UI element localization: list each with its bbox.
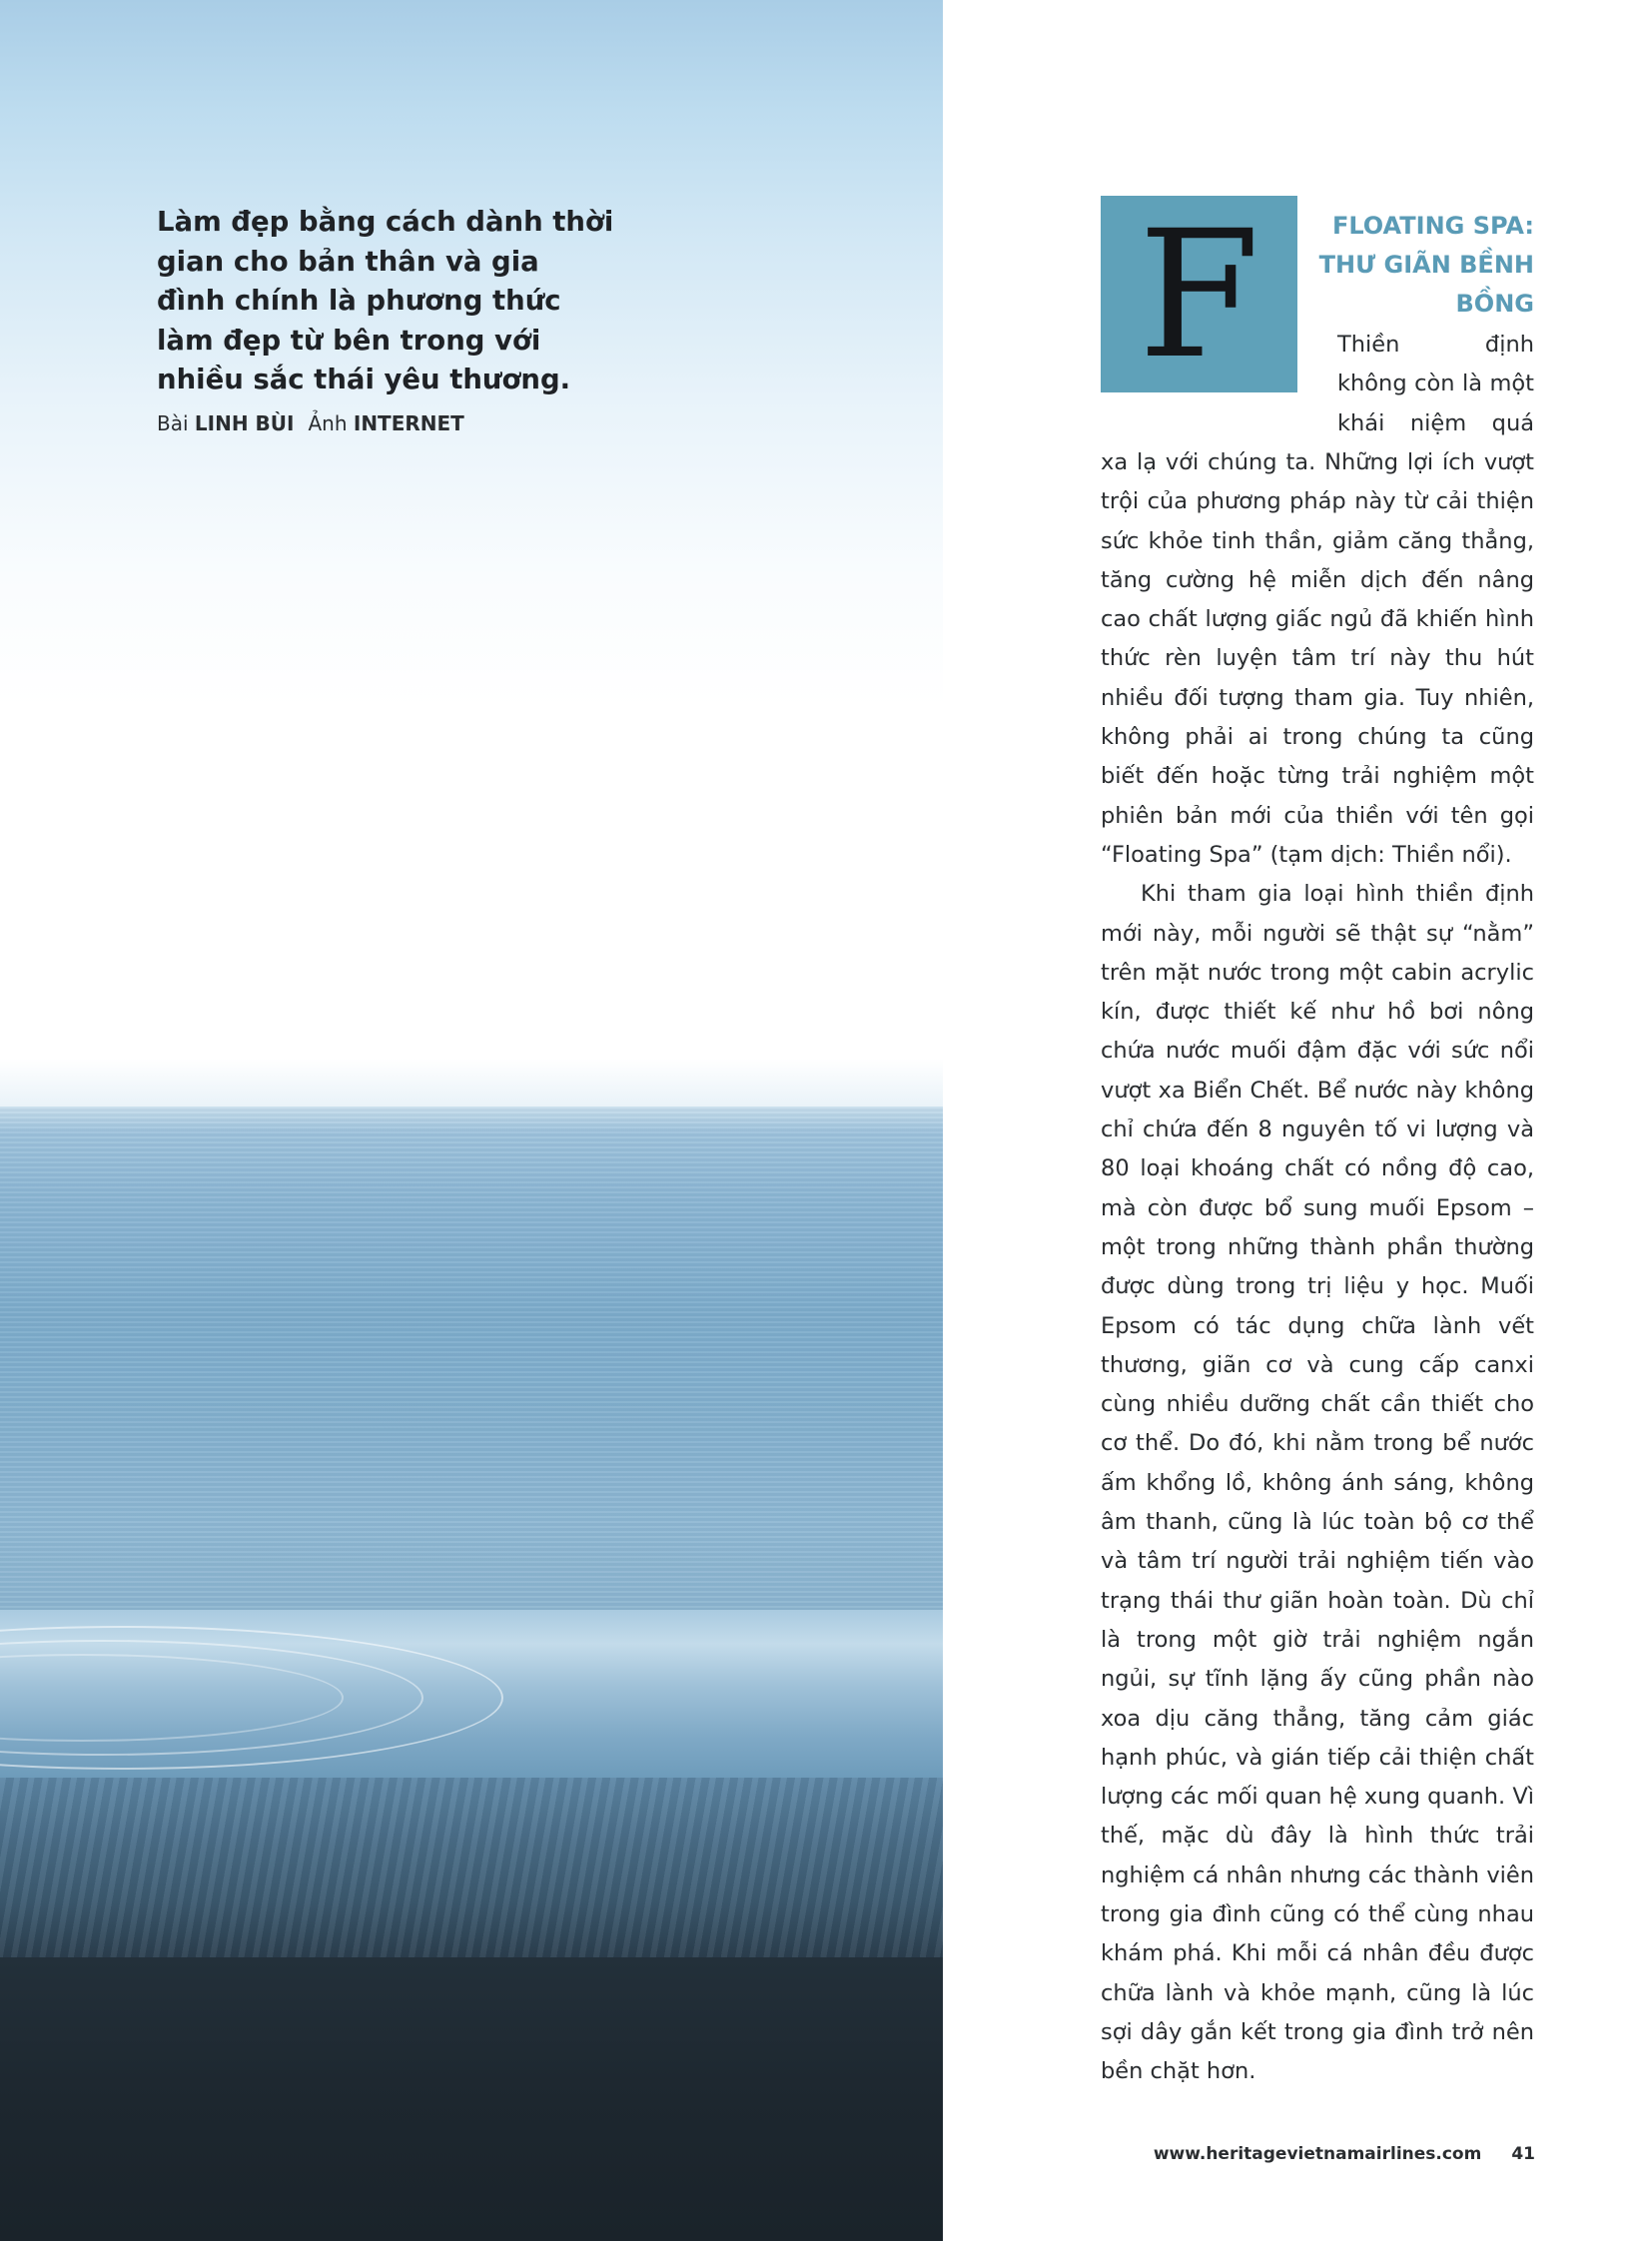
intro-quote: Làm đẹp bằng cách dành thời gian cho bản thân và gia đình chính là phương thức làm đẹp từ bên trong với nhiều sắc thái yêu thương. [157,206,614,395]
article-lead-lines [1337,326,1534,443]
page-number: 41 [1511,2144,1535,2164]
byline-author-prefix: Bài [157,411,189,435]
photo-pool-base [0,1957,943,2241]
drop-cap [1101,196,1297,392]
photo-pool-edge-texture [0,1778,943,1957]
article-headline: FLOATING SPA: THƯ GIÃN BỀNH BỒNG [1318,212,1534,318]
byline-photo-prefix: Ảnh [308,411,348,435]
photo-sea-texture [0,1107,943,1626]
byline-photo-credit: INTERNET [353,411,464,435]
lead-line: không còn là một [1337,371,1534,397]
drop-cap-letter: F [1138,196,1260,392]
lead-line: khái niệm quá [1337,409,1534,436]
byline [157,409,464,437]
body-paragraph: xa lạ với chúng ta. Những lợi ích vượt trội của phương pháp này từ cải thiện sức khỏe tinh thần, giảm căng thẳng, tăng cường hệ miễn dịch đến nâng cao chất lượng giấc ngủ đã khiến hình thức rèn luyện tâm trí này thu hút nhiều đối tượng tham gia. Tuy nhiên, không phải ai trong chúng ta cũng biết đến hoặc từng trải nghiệm một phiên bản mới của thiền với tên gọi “Floating Spa” (tạm dịch: Thiền nổi). [1101,449,1534,868]
photo-sky [0,0,943,1107]
article-body [1101,443,1534,2091]
byline-author: LINH BÙI [194,411,295,435]
footer-website: www.heritagevietnamairlines.com [1153,2144,1482,2164]
lead-line: Thiền định [1337,332,1534,358]
body-paragraph: Khi tham gia loại hình thiền định mới này, mỗi người sẽ thật sự “nằm” trên mặt nước trong một cabin acrylic kín, được thiết kế như hồ bơi nông chứa nước muối đậm đặc với sức nổi vượt xa Biển Chết. Bể nước này không chỉ chứa đến 8 nguyên tố vi lượng và 80 loại khoáng chất có nồng độ cao, mà còn được bổ sung muối Epsom – một trong những thành phần thường được dùng trong trị liệu y học. Muối Epsom có tác dụng chữa lành vết thương, giãn cơ và cung cấp canxi cùng nhiều dưỡng chất cần thiết cho cơ thể. Do đó, khi nằm trong bể nước ấm khổng lồ, không ánh sáng, không âm thanh, cũng là lúc toàn bộ cơ thể và tâm trí người trải nghiệm tiến vào trạng thái thư giãn hoàn toàn. Dù chỉ là trong một giờ trải nghiệm ngắn ngủi, sự tĩnh lặng ấy cũng phần nào xoa dịu căng thẳng, tăng cảm giác hạnh phúc, và gián tiếp cải thiện chất lượng các mối quan hệ xung quanh. Vì thế, mặc dù đây là hình thức trải nghiệm cá nhân nhưng các thành viên trong gia đình cũng có thể cùng nhau khám phá. Khi mỗi cá nhân đều được chữa lành và khỏe mạnh, cũng là lúc sợi dây gắn kết trong gia đình trở nên bền chặt hơn. [1101,881,1534,2085]
page-footer [1154,2142,1535,2166]
